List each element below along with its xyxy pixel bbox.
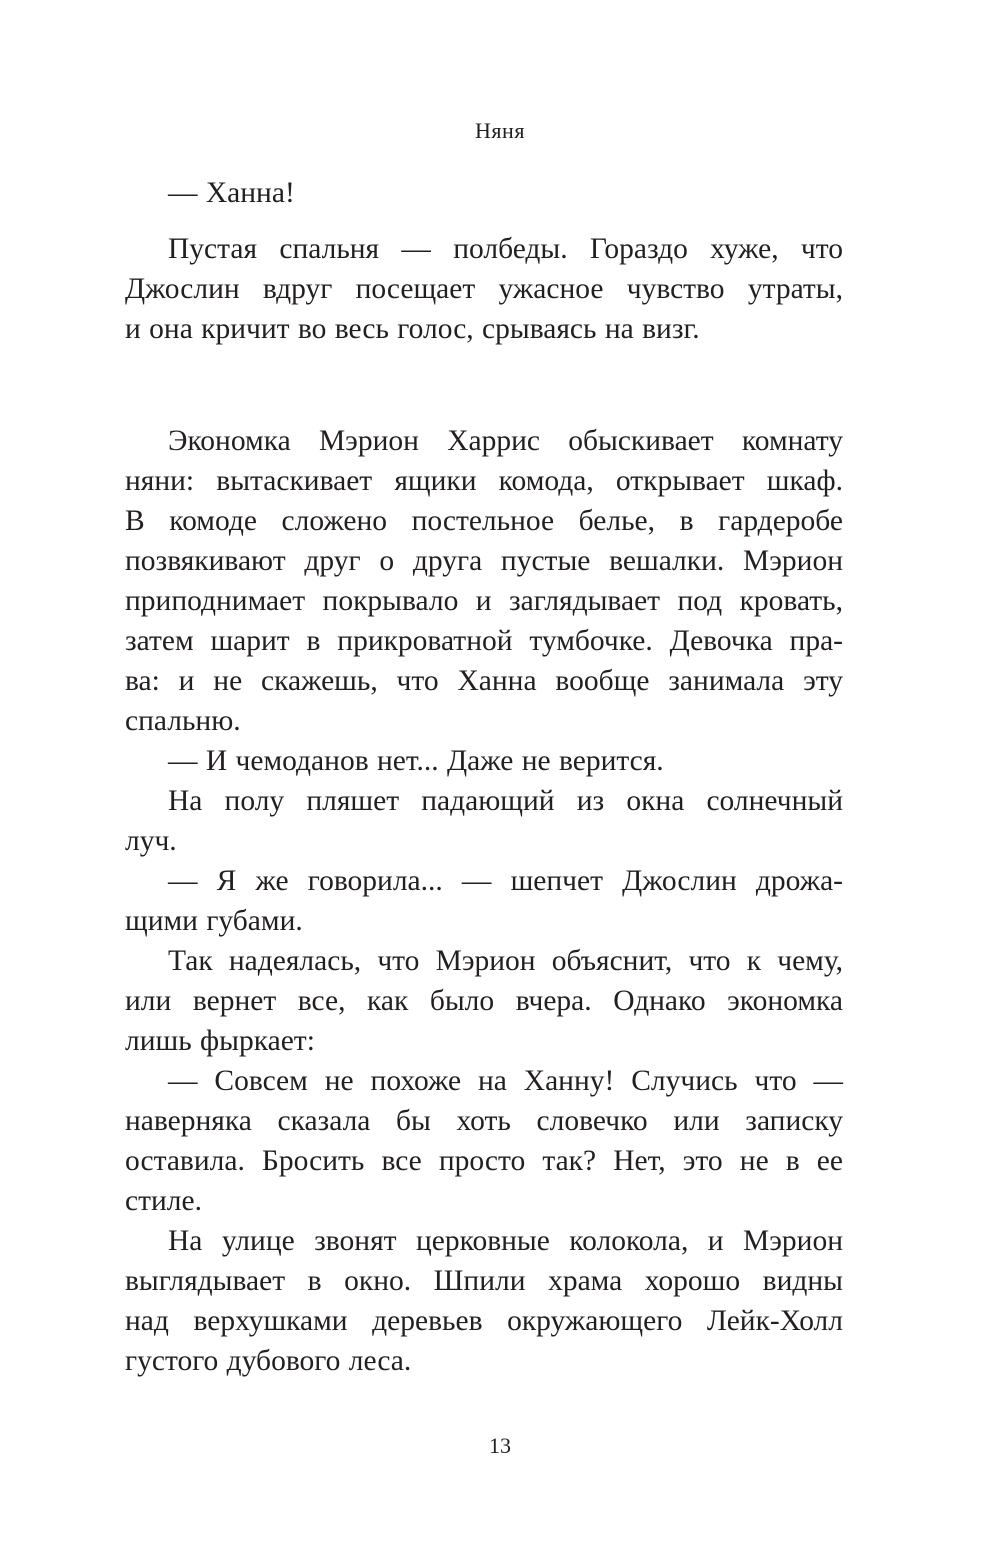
text-line: лишь фыркает:: [125, 1025, 315, 1057]
text-line: Джослин вдруг посещает ужасное чувство утраты,: [125, 273, 843, 305]
text-line: — Ханна!: [168, 177, 295, 209]
text-line: ва: и не скажешь, что Ханна вообще занимала эту: [125, 665, 843, 697]
page-number: 13: [489, 1433, 511, 1458]
text-line: щими губами.: [125, 905, 303, 937]
text-line: — И чемоданов нет... Даже не верится.: [168, 745, 664, 777]
text-line: стиле.: [125, 1185, 202, 1217]
text-line: Экономка Мэрион Харрис обыскивает комнату: [168, 425, 843, 457]
text-line: позвякивают друг о друга пустые вешалки. Мэрион: [125, 545, 843, 577]
text-line: — Я же говорила... — шепчет Джослин дрожа-: [168, 865, 843, 897]
text-line: В комоде сложено постельное белье, в гардеробе: [125, 505, 843, 537]
text-line: спальню.: [125, 705, 241, 737]
body-text: [125, 173, 843, 1381]
text-line: оставила. Бросить все просто так? Нет, это не в ее: [125, 1145, 843, 1177]
text-line: затем шарит в прикроватной тумбочке. Девочка пра-: [125, 625, 843, 657]
running-head: Няня: [475, 118, 525, 143]
text-line: Так надеялась, что Мэрион объяснит, что к чему,: [168, 945, 843, 977]
text-line: приподнимает покрывало и заглядывает под кровать,: [125, 585, 843, 617]
text-line: На улице звонят церковные колокола, и Мэрион: [168, 1225, 843, 1257]
text-line: няни: вытаскивает ящики комода, открывает шкаф.: [125, 465, 843, 497]
text-line: На полу пляшет падающий из окна солнечный: [168, 785, 843, 817]
text-line: над верхушками деревьев окружающего Лейк-Холл: [125, 1305, 843, 1337]
text-line: густого дубового леса.: [125, 1345, 412, 1377]
text-line: наверняка сказала бы хоть словечко или записку: [125, 1105, 843, 1137]
text-line: — Совсем не похоже на Ханну! Случись что —: [168, 1065, 843, 1097]
text-line: и она кричит во весь голос, срываясь на визг.: [125, 313, 700, 345]
text-line: выглядывает в окно. Шпили храма хорошо видны: [125, 1265, 843, 1297]
text-line: луч.: [125, 825, 177, 857]
text-line: или вернет все, как было вчера. Однако экономка: [125, 985, 843, 1017]
text-line: Пустая спальня — полбеды. Гораздо хуже, что: [168, 233, 843, 265]
